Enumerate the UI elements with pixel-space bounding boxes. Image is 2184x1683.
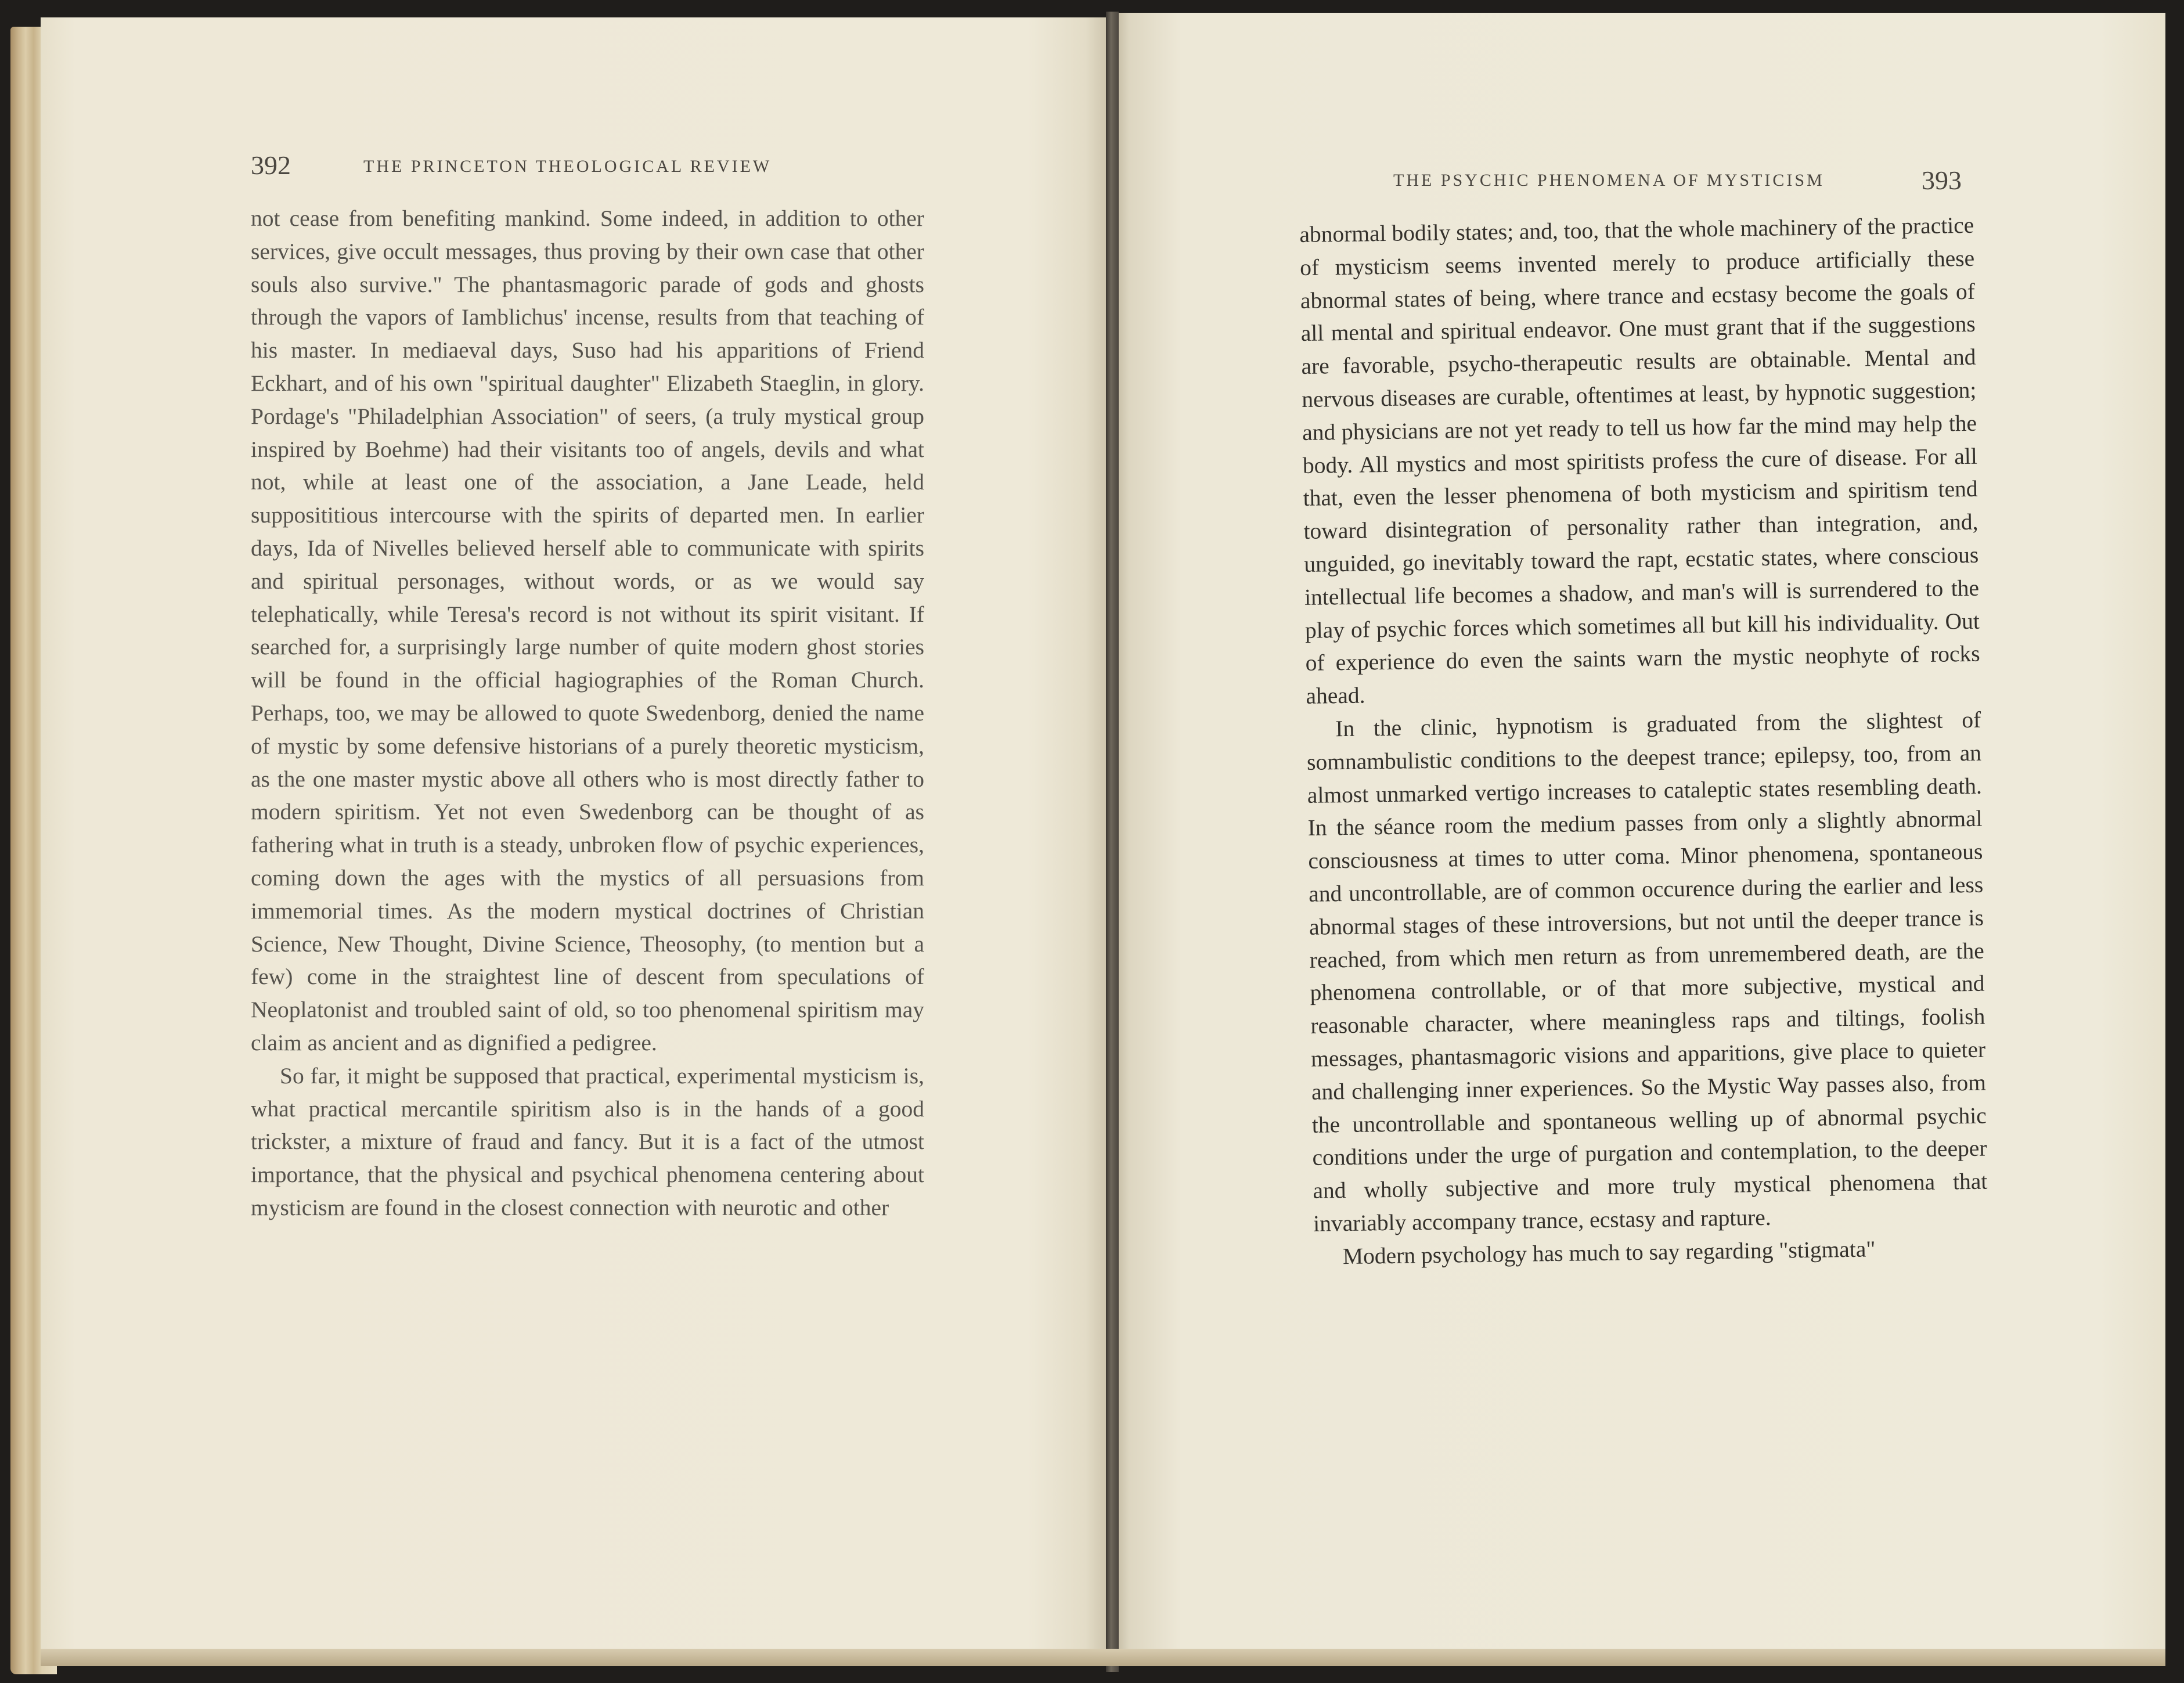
right-running-head: THE PSYCHIC PHENOMENA OF MYSTICISM	[1393, 171, 1825, 190]
left-running-head: THE PRINCETON THEOLOGICAL REVIEW	[363, 157, 772, 176]
right-page-number: 393	[1922, 165, 1962, 195]
bottom-page-edge	[41, 1649, 2165, 1666]
paragraph: In the clinic, hypnotism is graduated from the slightest of somnambulistic conditions to the deepest trance; epilepsy, too, from an almost unmarked vertigo increases to cataleptic states resembling death. In the séance room the medium passes from only a slightly abnormal consciousness at times to utter coma. Minor phenomena, spontaneous and uncontrollable, are of common occurence during the earlier and less abnormal stages of these introversions, but not until the deeper trance is reached, from which men return as from unremembered death, are the phenomena controllable, or of that more subjective, mystical and reasonable character, where meaningless raps and tiltings, foolish messages, phantasmagoric visions and apparitions, give place to quieter and challenging inner experiences. So the Mystic Way passes also, from the uncontrollable and spontaneous welling up of abnormal psychic conditions under the urge of purgation and contemplation, to the deeper and wholly subjective and more truly mystical phenomena that invariably accompany trance, ecstasy and rapture.	[1306, 707, 1988, 1237]
left-page-number: 392	[251, 150, 291, 180]
right-page-text	[1299, 209, 1988, 1274]
paragraph: not cease from benefiting mankind. Some indeed, in addition to other services, give occult messages, thus proving by their own case that other souls also survive." The phantasmagoric parade of gods and ghosts through the vapors of Iamblichus' incense, results from that teaching of his master. In mediaeval days, Suso had his apparitions of Friend Eckhart, and of his own "spiritual daughter" Elizabeth Staeglin, in glory. Pordage's "Philadelphian Association" of seers, (a truly mystical group inspired by Boehme) had their visitants too of angels, devils and what not, while at least one of the association, a Jane Leade, held supposititious intercourse with the spirits of departed men. In earlier days, Ida of Nivelles believed herself able to communicate with spirits and spiritual personages, without words, or as we would say telephatically, while Teresa's record is not without its spirit visitant. If searched for, a surprisingly large number of quite modern ghost stories will be found in the official hagiographies of the Roman Church. Perhaps, too, we may be allowed to quote Swedenborg, denied the name of mystic by some defensive historians of a purely theoretic mysticism, as the one master mystic above all others who is most directly father to modern spiritism. Yet not even Swedenborg can be thought of as fathering what in truth is a steady, unbroken flow of psychic experiences, coming down the ages with the mystics of all persuasions from immemorial times. As the modern mystical doctrines of Christian Science, New Thought, Divine Science, Theosophy, (to mention but a few) come in the straightest line of descent from speculations of Neoplatonist and troubled saint of old, so too phenomenal spiritism may claim as ancient and as dignified a pedigree.	[251, 206, 924, 1055]
paragraph: So far, it might be supposed that practical, experimental mysticism is, what practical mercantile spiritism also is in the hands of a good trickster, a mixture of fraud and fancy. But it is a fact of the utmost importance, that the physical and psychical phenomena centering about mysticism are found in the closest connection with neurotic and other	[251, 1062, 924, 1220]
paragraph: Modern psychology has much to say regarding "stigmata"	[1342, 1236, 1876, 1269]
paragraph: abnormal bodily states; and, too, that the whole machinery of the practice of mysticism seems invented merely to produce artificially these abnormal states of being, where trance and ecstasy become the goals of all mental and spiritual endeavor. One must grant that if the suggestions are favorable, psycho-therapeutic results are obtainable. Mental and nervous diseases are curable, oftentimes at least, by hypnotic suggestion; and physicians are not yet ready to tell us how far the mind may help the body. All mystics and most spiritists profess the cure of disease. For all that, even the lesser phenomena of both mysticism and spiritism tend toward disintegration of personality rather than integration, and, unguided, go inevitably toward the rapt, ecstatic states, where conscious intellectual life becomes a shadow, and man's will is surrendered to the play of psychic forces which sometimes all but kill his individuality. Out of experience do even the saints warn the mystic neophyte of rocks ahead.	[1299, 212, 1980, 709]
book-gutter	[1106, 12, 1119, 1672]
left-page-text	[251, 202, 924, 1224]
